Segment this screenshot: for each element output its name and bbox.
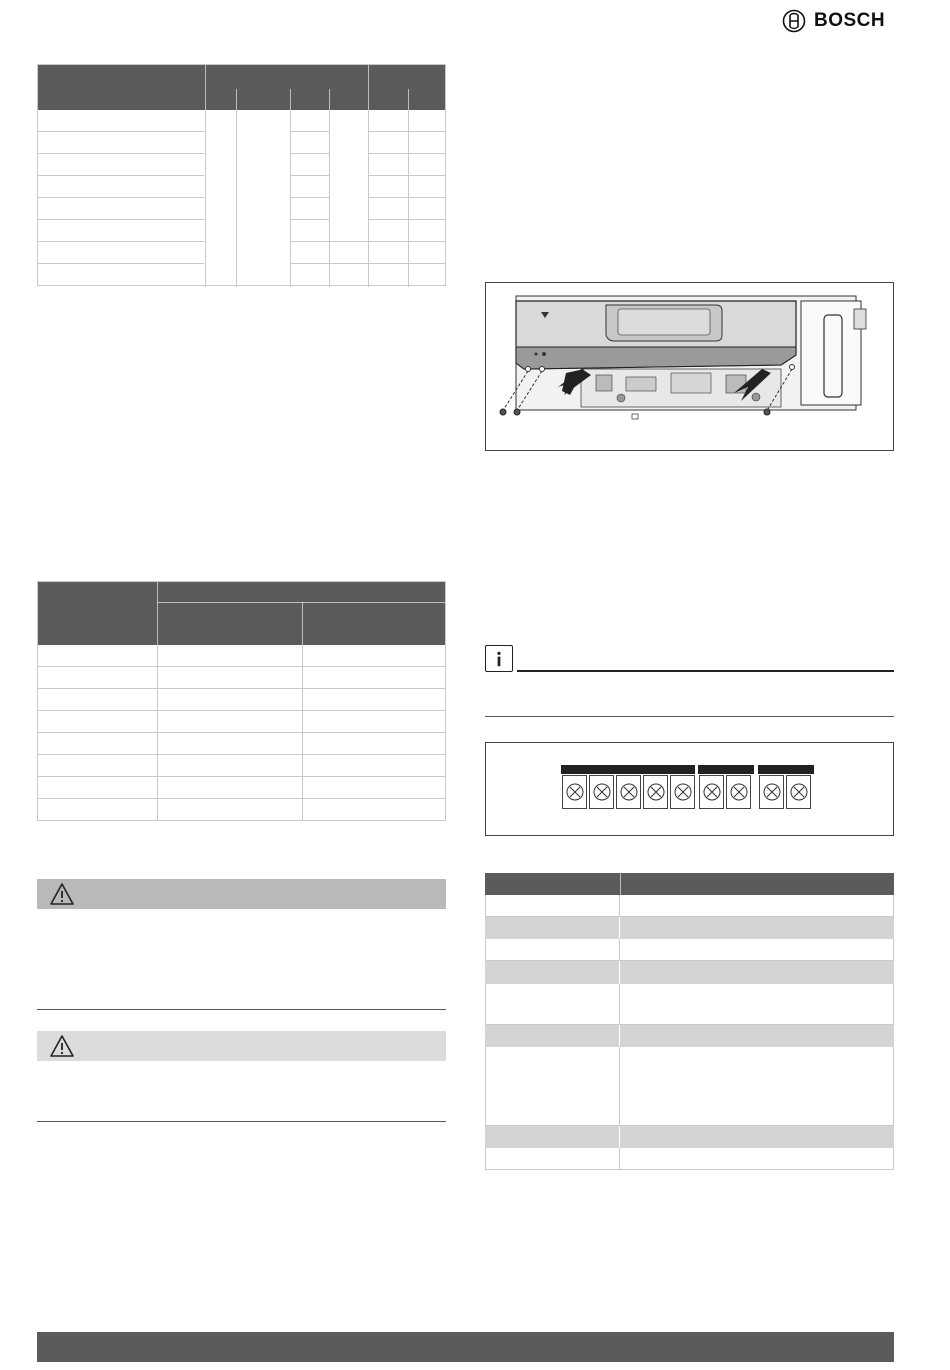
terminal-3 (616, 775, 641, 809)
warning-2-divider (37, 1121, 446, 1122)
table-row (485, 1148, 894, 1170)
warning-bar-2 (37, 1031, 446, 1061)
bosch-armature-icon (782, 9, 806, 33)
table-row (485, 939, 894, 961)
terminal-9 (786, 775, 811, 809)
terminal-screw-icon (620, 783, 638, 801)
terminal-screw-icon (566, 783, 584, 801)
table-right-header (485, 873, 894, 895)
info-icon (485, 645, 513, 672)
table-top-left-header (38, 65, 445, 110)
unit-cover-illustration (486, 283, 893, 450)
warning-triangle-icon (49, 1034, 75, 1058)
table-middle-left (37, 581, 446, 821)
terminal-1 (562, 775, 587, 809)
table-row (485, 1126, 894, 1148)
terminal-7 (726, 775, 751, 809)
brand-name: BOSCH (814, 10, 886, 31)
terminal-screw-icon (703, 783, 721, 801)
terminal-2 (589, 775, 614, 809)
table-row (485, 1047, 894, 1126)
table-row (485, 895, 894, 917)
warning-bar-1 (37, 879, 446, 909)
terminal-screw-icon (730, 783, 748, 801)
page-footer-bar (37, 1332, 894, 1362)
warning-triangle-icon (49, 882, 75, 906)
table-row (485, 984, 894, 1025)
terminal-screw-icon (790, 783, 808, 801)
terminal-screw-icon (674, 783, 692, 801)
figure-unit-front-cover (485, 282, 894, 451)
table-row (485, 961, 894, 984)
info-note (485, 645, 894, 673)
terminal-screw-icon (647, 783, 665, 801)
table-row (485, 1025, 894, 1047)
brand-logo (782, 8, 885, 34)
terminal-4 (643, 775, 668, 809)
figure-terminal-strip (485, 742, 894, 836)
terminal-screw-icon (593, 783, 611, 801)
terminal-5 (670, 775, 695, 809)
terminal-screw-icon (763, 783, 781, 801)
terminal-8 (759, 775, 784, 809)
table-middle-left-header (38, 582, 445, 645)
info-note-divider (485, 716, 894, 717)
table-row (485, 917, 894, 939)
warning-1-divider (37, 1009, 446, 1010)
terminal-6 (699, 775, 724, 809)
